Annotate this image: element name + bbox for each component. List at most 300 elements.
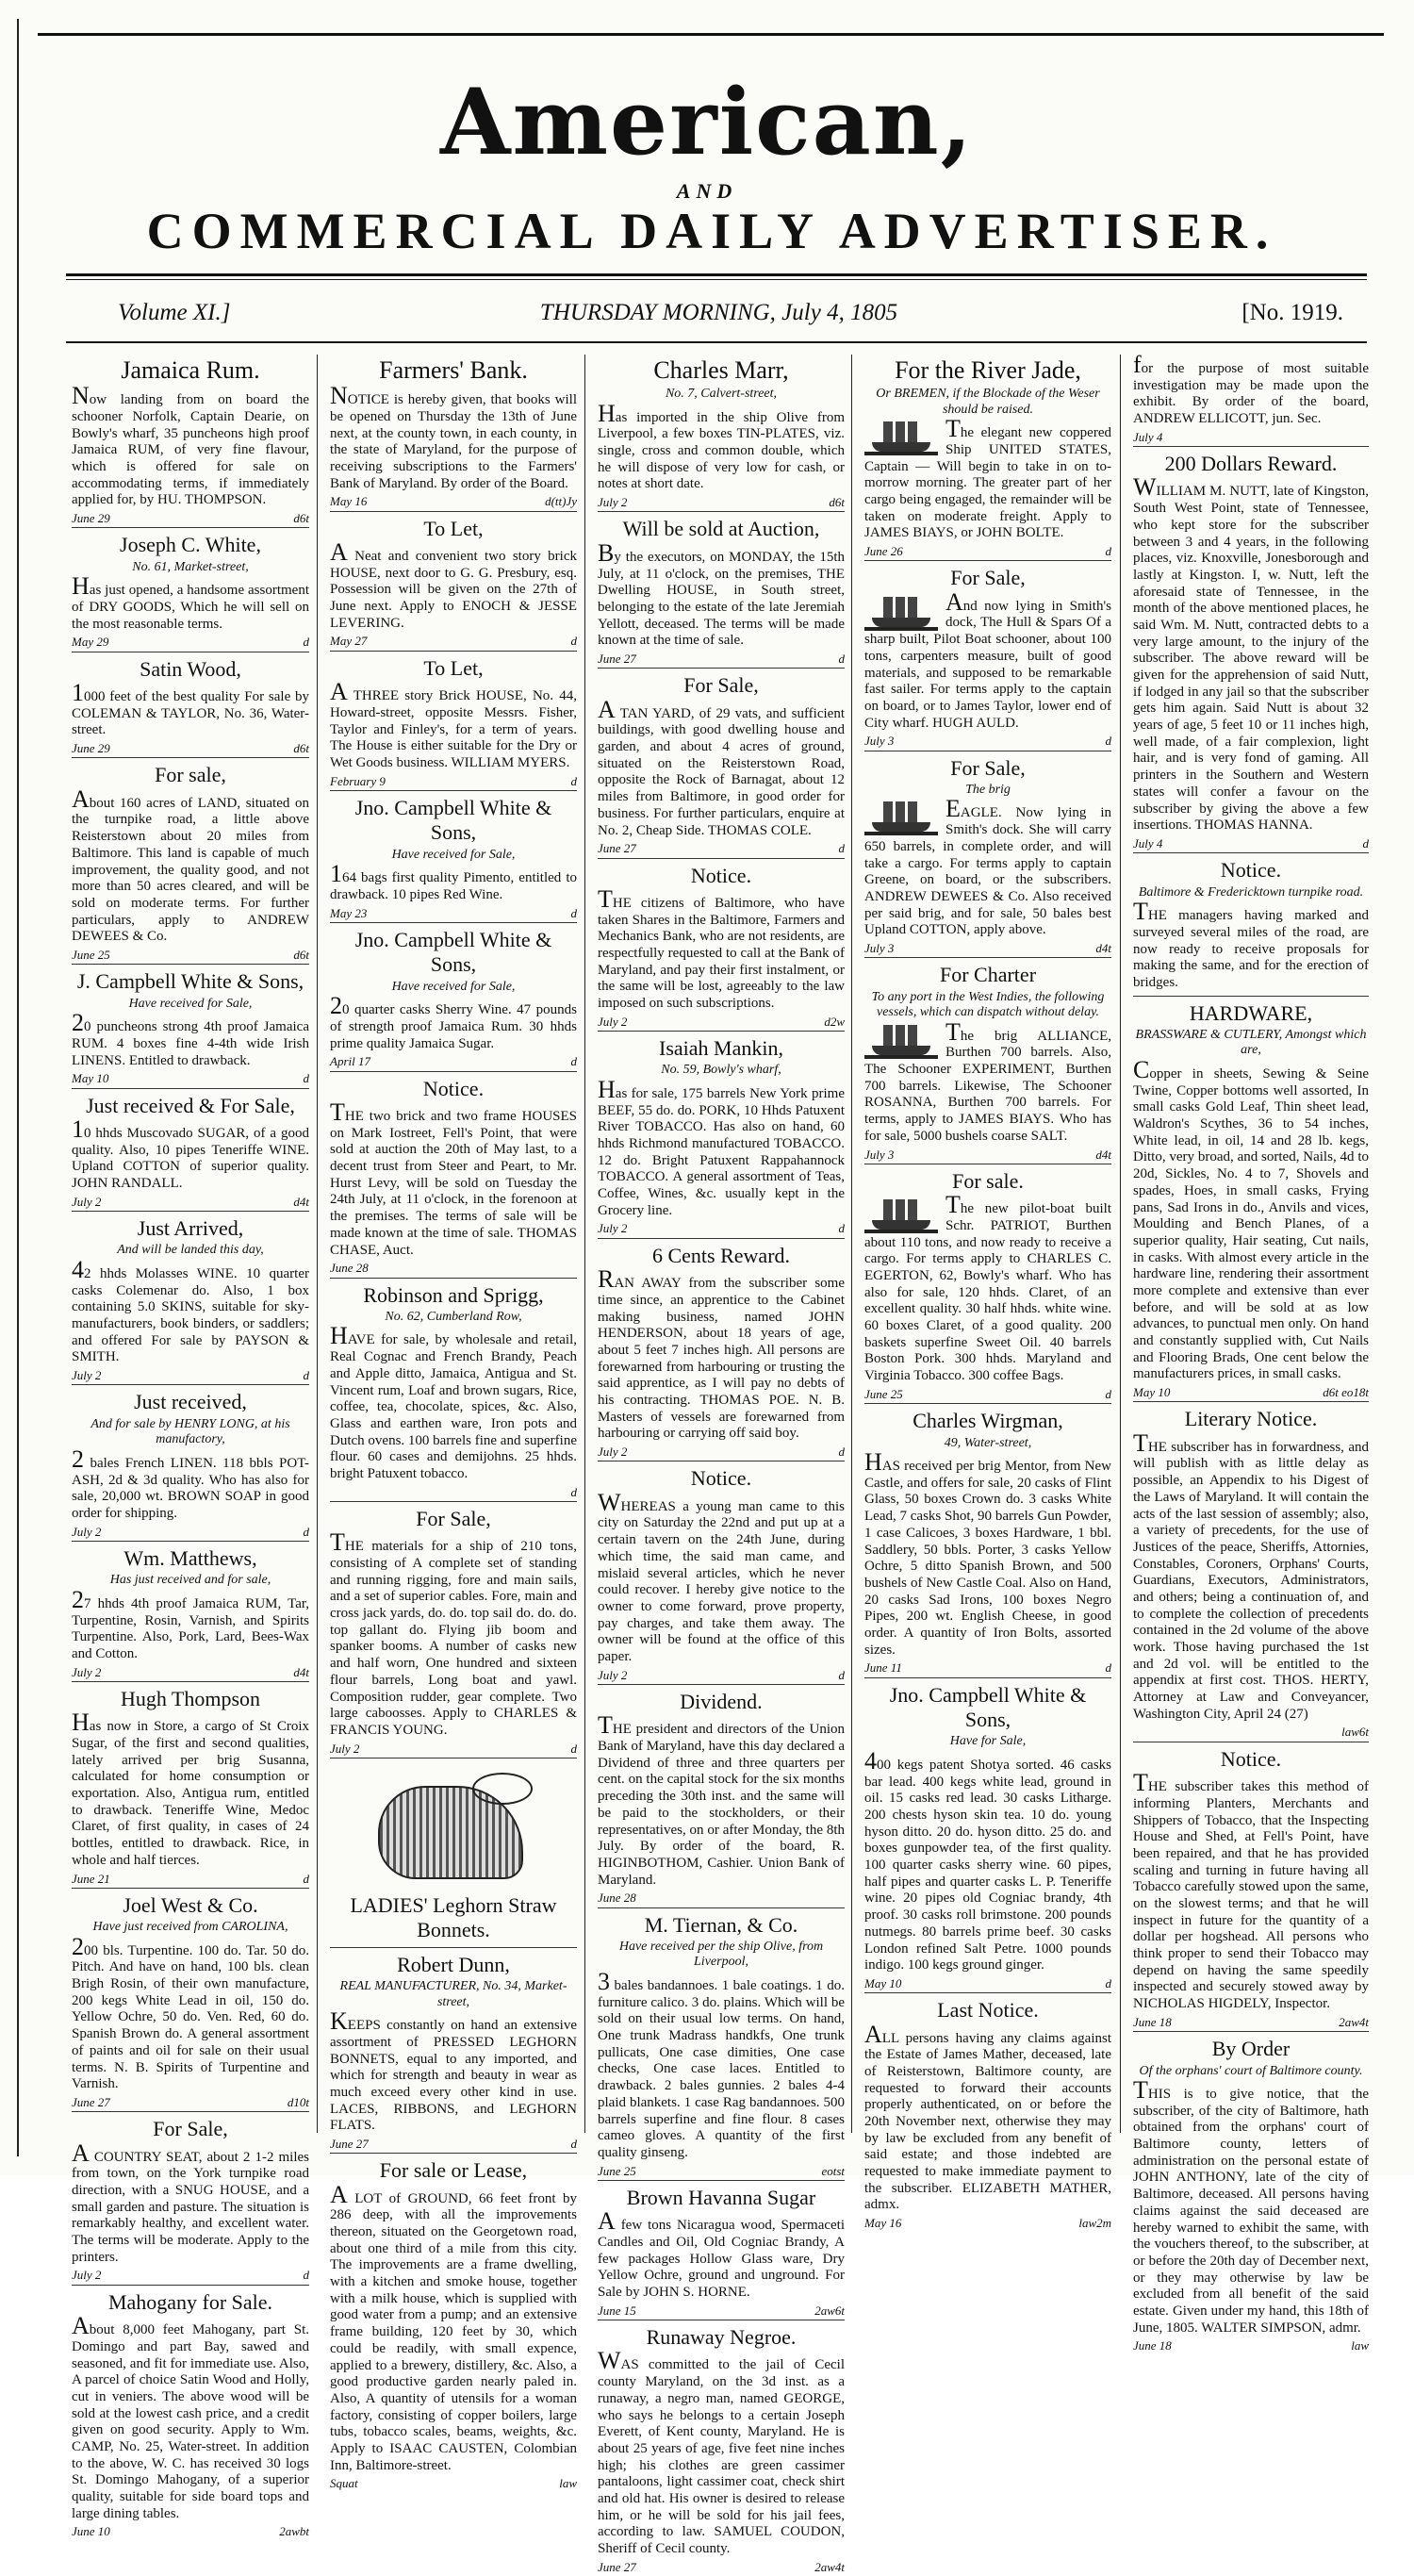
ad-footer: [330, 1485, 577, 1499]
ship-icon: [864, 800, 938, 835]
ad-date: June 18: [1133, 2014, 1172, 2029]
ad-heading: J. Campbell White & Sons,: [76, 969, 304, 994]
ad-heading: By Order: [1211, 2037, 1291, 2061]
advertisement: [330, 1072, 577, 1279]
ad-date: June 29: [72, 511, 110, 525]
bonnet-ribbon: [472, 1773, 533, 1805]
ad-body-text: 20 quarter casks Sherry Wine. 47 pounds of strength proof Jamaica Rum. 30 hhds prime quality Jamaica Sugar.: [330, 992, 577, 1051]
ad-footer: [1133, 2015, 1369, 2029]
ad-date: July 2: [72, 1664, 102, 1679]
ad-heading: For the River Jade,: [895, 356, 1081, 384]
ad-code: d2w: [824, 1014, 845, 1029]
ad-date: May 16: [330, 494, 368, 509]
ad-footer: [598, 652, 845, 666]
advertisement: [72, 652, 309, 759]
ad-heading: HARDWARE,: [1189, 1000, 1313, 1025]
ad-date: June 27: [598, 2559, 636, 2574]
ad-date: June 26: [864, 544, 903, 559]
ad-footer: [1133, 1385, 1369, 1399]
ad-code: law: [1351, 2338, 1369, 2353]
ad-code: d: [570, 1484, 577, 1499]
ad-date: May 10: [1133, 1385, 1171, 1400]
column-5: [1127, 351, 1374, 2353]
ad-subheading: No. 59, Bowly's wharf,: [661, 1063, 781, 1078]
ad-code: d4t: [293, 1664, 309, 1679]
ad-date: July 2: [598, 495, 628, 510]
ad-code: d: [838, 841, 845, 856]
dateline: [75, 300, 1362, 332]
ad-body-text: 400 kegs patent Shotya sorted. 46 casks bar lead. 400 kegs white lead, ground in oil. 15 casks red lead. 30 casks Litharge. 200 chests hyson skin tea. 10 do. young hyson ditto. 20 do. hyson ditto. 25 do. and boxes gunpowder tea, of the first quality. 100 quarter casks sherry wine. 60 pipes, half pipes and quarter casks L. P. Teneriffe wine. 20 pipes old Cogniac brandy, 4th proof. 30 casks roll brimstone. 200 pounds nutmegs. 80 barrels prime beef. 30 casks London refined Salt Petre. 1000 pounds indigo. 100 kegs ground ginger.: [864, 1746, 1111, 1973]
ad-heading: Isaiah Mankin,: [659, 1036, 783, 1061]
bonnet-illustration: [359, 1769, 548, 1891]
ad-body-text: 27 hhds 4th proof Jamaica RUM, Tar, Turpentine, Rosin, Varnish, and Spirits Turpentine. Also, Pork, Lard, Bees-Wax and Cotton.: [72, 1585, 309, 1661]
advertisement: [72, 1889, 309, 2112]
ad-heading: For Charter: [939, 963, 1037, 987]
masthead-rule-thin: [66, 279, 1367, 280]
ad-heading: Last Notice.: [937, 1998, 1039, 2023]
ad-footer: [72, 1525, 309, 1539]
advertisement: [330, 1948, 577, 2155]
ad-date: June 18: [1133, 2338, 1172, 2353]
ad-heading: Just Arrived,: [137, 1216, 244, 1241]
ad-body-text: 3 bales bandannoes. 1 bale coatings. 1 do. furniture calico. 3 do. plains. Which will be sold on their usual low terms. On hand, One trunk Madrass handkfs, One trunk pullicats, One case dimities, One case checks, One case laces. Entitled to drawback. 2 bales gunnies. 2 bales 4-4 plaid blankets. 1 case Rag bandannoes. 500 barrels superfine and fine flour. 8 cases cameo gloves. A quantity of the first quality ginseng.: [598, 1968, 845, 2160]
ship-icon: [864, 420, 938, 455]
ad-footer: [864, 1387, 1111, 1401]
column-divider: [317, 355, 318, 2133]
ad-body-text: THE subscriber takes this method of informing Planters, Merchants and Shippers of Tobacco, that the Inspecting House and Shed, at Fell's Point, have been repaired, and that he has provided scaling and turning in future having all Tobacco carefully stowed upon the same, on the slowest terms; and that he will inspect in future for the quantity of a dollar per hogshead. All persons who think proper to send their Tobacco may depend on having the same speedily inspected and securely stowed away by NICHOLAS HIGDELY, Inspector.: [1133, 1769, 1369, 2012]
ad-heading: Satin Wood,: [140, 656, 241, 681]
ad-date: May 23: [330, 905, 368, 920]
ad-code: law2m: [1078, 2216, 1111, 2231]
ad-body-text: 1000 feet of the best quality For sale by COLEMAN & TAYLOR, No. 36, Water-street.: [72, 679, 309, 738]
ad-code: d: [838, 1221, 845, 1236]
ad-date: July 3: [864, 734, 895, 749]
ad-date: July 2: [72, 1194, 102, 1209]
ad-subheading: REAL MANUFACTURER, No. 34, Market-street,: [339, 1979, 567, 2009]
ad-code: d: [303, 635, 309, 650]
ad-heading: To Let,: [423, 655, 484, 680]
ad-subheading: Have for Sale,: [949, 1734, 1027, 1749]
ad-footer: [330, 494, 577, 508]
ad-heading: Farmers' Bank.: [379, 356, 528, 384]
ad-body-text: Has for sale, 175 barrels New York prime BEEF, 55 do. do. PORK, 10 Hhds Patuxent River TOBACCO. Has also on hand, 60 hhds Richmond manufactured TOBACCO. 12 do. Bright Patuxent Rappahannock TOBACCO. A general assortment of Teas, Coffee, Wines, &c. usually kept in the Grocery line.: [598, 1075, 845, 1218]
ad-body-text: A COUNTRY SEAT, about 2 1-2 miles from town, on the York turnpike road direction, with a SNUG HOUSE, and a small garden and pasture. The situation is remarkably healthy, and excellent water. The terms will be moderate. Apply to the printers.: [72, 2138, 309, 2265]
ad-heading: Robert Dunn,: [397, 1952, 510, 1976]
ad-heading: For Sale,: [950, 566, 1026, 590]
ad-date: May 27: [330, 634, 368, 649]
advertisement: [72, 1385, 309, 1542]
ad-code: d: [838, 1667, 845, 1682]
ad-code: d6t: [293, 741, 309, 756]
ad-code: eotst: [821, 2163, 845, 2178]
ad-body-text: THE subscriber has in forwardness, and will publish with as little delay as possible, an Appendix to his Digest of the Laws of Maryland. It will contain the acts of the last session of assembly; also, a variety of precedents, for the use of Justices of the peace, Sheriffs, Attornies, Constables, Coroners, Orphans' Courts, Guardians, Executors, Administrators, and others; being a continuation of, and to complete the collection of precedents contained in the 2d volume of the above work. Those having purchased the 1st and 2d vol. will be entitled to the appendix at first cost. THOS. HERTY, Attorney at Law and Conveyancer, Washington City, April 24 (27): [1133, 1428, 1369, 1722]
ad-code: d6t eo18t: [1323, 1385, 1369, 1400]
advertisement: [330, 791, 577, 923]
ad-body-text: EAGLE. Now lying in Smith's dock. She will carry 650 barrels, in complete order, and will take a cargo. For terms apply to captain Greene, on board, or the subscribers. ANDREW DEWEES & Co. Also received per said brig, and for sale, 50 bales best Upland COTTON, apply above.: [864, 795, 1111, 938]
advertisement: [72, 2286, 309, 2541]
ad-date: June 25: [72, 947, 110, 962]
advertisement: [330, 2154, 577, 2492]
ad-subheading: Have received for Sale,: [128, 996, 253, 1011]
ad-footer: [598, 1445, 845, 1459]
ad-date: June 27: [598, 841, 636, 856]
ad-footer: [330, 774, 577, 788]
ad-date: July 2: [72, 2268, 102, 2283]
ad-body-text: A TAN YARD, of 29 vats, and sufficient buildings, with good dwelling house and garden, and about 4 acres of ground, situated on the Reisterstown Road, opposite the Rock of Barnagat, about 12 miles from Baltimore, in good order for business. For further particulars, enquire at No. 2, Cheap Side. THOMAS COLE.: [598, 695, 845, 838]
ad-code: law6t: [1341, 1725, 1369, 1740]
top-border-rule: [38, 33, 1384, 36]
ad-heading: To Let,: [423, 516, 484, 540]
ad-footer: [72, 511, 309, 525]
ad-code: d: [1362, 835, 1369, 850]
ad-heading: Dividend.: [680, 1689, 763, 1713]
advertisement: [72, 965, 309, 1088]
advertisement: [1133, 2032, 1369, 2355]
masthead-rule: [66, 273, 1367, 276]
ad-code: d4t: [293, 1194, 309, 1209]
ad-date: June 15: [598, 2303, 636, 2318]
advertisement: [598, 1239, 845, 1462]
ad-footer: [1133, 1725, 1369, 1739]
advertisement: [598, 2181, 845, 2320]
dateline-rule: [66, 341, 1367, 343]
ad-code: d: [1105, 544, 1111, 559]
ad-footer: [864, 1660, 1111, 1675]
ad-subheading: And will be landed this day,: [117, 1243, 264, 1258]
ad-heading: Just received & For Sale,: [86, 1093, 295, 1117]
advertisement: [330, 1759, 577, 1948]
ad-footer: [598, 841, 845, 855]
advertisement: [598, 1461, 845, 1685]
ad-body-text: A THREE story Brick HOUSE, No. 44, Howard-street, opposite Messrs. Fisher, Taylor and Finley's, for a term of years. The House is either suitable for the Dry or Wet Goods business. WILLIAM MYERS.: [330, 678, 577, 770]
ad-footer: [598, 1668, 845, 1682]
ad-heading: LADIES' Leghorn Straw Bonnets.: [350, 1892, 557, 1942]
ad-code: 2awbt: [279, 2524, 309, 2539]
ad-body-text: Now landing from on board the schooner Norfolk, Captain Dearie, on Bowly's wharf, 35 puncheons high proof Jamaica RUM, of very fine flavour, which is offered for sale on accommodating terms, if immediately applied for, by HU. THOMPSON.: [72, 382, 309, 508]
ad-date: February 9: [330, 773, 386, 788]
column-divider: [851, 355, 852, 2133]
ad-body-text: ALL persons having any claims against the Estate of James Mather, deceased, late of Reisterstown, Baltimore county, are requested to forward their accounts properly authenticated, on or before the 20th November next, otherwise they may by law be excluded from any benefit of said estate; and those indebted are requested to make immediate payment to the subscriber. ELIZABETH MATHER, admx.: [864, 2020, 1111, 2213]
ad-heading: Literary Notice.: [1184, 1407, 1318, 1431]
ad-heading: Charles Wirgman,: [913, 1409, 1063, 1433]
ad-heading: Brown Havanna Sugar: [626, 2185, 816, 2209]
ad-date: June 29: [72, 741, 110, 756]
ad-date: May 10: [864, 1975, 902, 1990]
advertisement: [72, 1089, 309, 1212]
ad-heading: Jamaica Rum.: [121, 356, 260, 384]
ad-date: July 2: [598, 1445, 628, 1460]
ad-subheading: Or BREMEN, if the Blockade of the Weser should be raised.: [876, 387, 1100, 417]
advertisement: [1133, 1742, 1369, 2032]
volume-label: Volume XI.]: [118, 300, 231, 325]
ad-date: June 25: [864, 1386, 903, 1401]
advertisement: [864, 561, 1111, 751]
ad-subheading: Of the orphans' court of Baltimore county.: [1139, 2063, 1363, 2078]
ad-body-text: 2 bales French LINEN. 118 bbls POT-ASH, 2d & 3d quality. Who has also for sale, 20,000 wt. BROWN SOAP in good order for shipping.: [72, 1445, 309, 1521]
ad-subheading: No. 62, Cumberland Row,: [385, 1309, 522, 1324]
ad-heading: For sale or Lease,: [379, 2158, 528, 2183]
ad-code: d: [570, 1054, 577, 1069]
ad-body-text: A Neat and convenient two story brick HOUSE, next door to G. G. Presbury, esq. Possession will be given on the 27th of June next. Apply to ENOCH & JESSE LEVERING.: [330, 538, 577, 631]
ad-footer: [330, 1742, 577, 1756]
ad-heading: Hugh Thompson: [120, 1686, 261, 1710]
ad-heading: For Sale,: [950, 755, 1026, 780]
advertisement: [598, 351, 845, 512]
ad-body-text: 200 bls. Turpentine. 100 do. Tar. 50 do. Pitch. And have on hand, 100 bls. clean Brigh Rosin, of their own manufacture, 200 kegs White Lead in oil, 150 do. Yellow Ochre, 50 do. Ven. Red, 60 do. Spanish Brown do. A general assortment of paints and oil for sale on their usual terms. N. B. Spirits of Turpentine and Varnish.: [72, 1932, 309, 2092]
ad-footer: [72, 2268, 309, 2282]
ad-footer: [864, 941, 1111, 955]
ad-code: d6t: [829, 495, 845, 510]
ad-subheading: To any port in the West Indies, the following vessels, which can dispatch without delay.: [871, 989, 1105, 1020]
ad-date: May 29: [72, 635, 109, 650]
ad-footer: [330, 906, 577, 920]
ad-code: d: [1105, 734, 1111, 749]
ad-date: June 27: [330, 2136, 369, 2151]
ad-footer: [72, 741, 309, 755]
ad-code: d6t: [293, 947, 309, 962]
ad-heading: Joel West & Co.: [123, 1892, 258, 1917]
advertisement: [864, 1404, 1111, 1677]
advertisement: [72, 1542, 309, 1682]
ad-heading: For sale,: [155, 763, 226, 787]
column-divider: [584, 355, 585, 2133]
masthead-and: AND: [676, 179, 738, 203]
advertisement: [72, 1212, 309, 1385]
advertisement: [864, 351, 1111, 561]
ad-heading: For sale.: [952, 1168, 1024, 1193]
ad-body-text: 42 hhds Molasses WINE. 10 quarter casks Colemenar do. Also, 1 box containing 5.0 SKINS, suitable for sky-manufacturers, book binders, or saddlers; and offered For sale by PAYSON & SMITH.: [72, 1255, 309, 1365]
column-1: [66, 351, 315, 2539]
ad-body-text: WAS committed to the jail of Cecil county Maryland, on the 3d inst. as a runaway, a negro man, named GEORGE, who says he belongs to a certain Joseph Everett, of Kent county, Maryland. He is about 25 years of age, five feet nine inches high; his clothes are green cassimer pantaloons, light cassimer coat, check shirt and old hat. His owner is desired to release him, or he will be sold for his jail fees, according to law. SAMUEL COUDON, Sheriff of Cecil county.: [598, 2347, 845, 2556]
ad-code: d: [1105, 1386, 1111, 1401]
ad-body-text: HAVE for sale, by wholesale and retail, Real Cognac and French Brandy, Peach and Apple ditto, Jamaica, Antigua and St. Vincent rum, Loaf and brown sugars, Rice, coffee, tea, chocolate, spices, &c. Also, Glass and earthen ware, Iron pots and Dutch ovens. 100 barrels fine and superfine flour. 60 cases and demijohns. 25 hhds. bright Patuxent tobacco.: [330, 1322, 578, 1481]
ad-date: July 2: [330, 1741, 360, 1756]
issue-number: [No. 1919.: [1241, 300, 1343, 325]
column-2: [324, 351, 583, 2491]
masthead-title: American,: [439, 69, 975, 175]
ad-footer: [72, 1368, 309, 1382]
ad-code: d: [1105, 1975, 1111, 1990]
ad-code: law: [559, 2476, 577, 2491]
ad-body-text: By the executors, on MONDAY, the 15th July, at 11 o'clock, on the premises, THE Dwelling HOUSE, in South street, belonging to the estate of the late Jeremiah Yellott, deceased. The terms will be made known at the time of sale.: [598, 538, 845, 649]
advertisement: [330, 1279, 577, 1502]
ad-date: July 2: [598, 1221, 628, 1236]
ad-code: d4t: [1095, 940, 1111, 955]
ad-code: d: [303, 1071, 309, 1086]
ad-code: d(tt)Jy: [545, 494, 577, 509]
ad-body-text: A LOT of GROUND, 66 feet front by 286 deep, with all the improvements thereon, situated on the Georgetown road, about one third of a mile from this city. The improvements are a frame dwelling, with a kitchen and smoke house, together with a milk house, which is supplied with good water from a pump; and an extensive frame building, 120 feet by 30, which could be readily, with small expence, applied to a brewery, distillery, &c. Also, a good productive garden nearly paled in. Also, A quantity of utensils for a woman factory, consisting of copper boilers, large tubs, tobacco scales, beams, weights, &c. Apply to ISAAC CAUSTEN, Colombian Inn, Baltimore-street.: [330, 2180, 577, 2473]
ad-date: July 4: [1133, 429, 1163, 444]
ad-date: July 3: [864, 940, 895, 955]
ad-heading: Jno. Campbell White & Sons,: [354, 795, 552, 845]
ad-body-text: THE citizens of Baltimore, who have taken Shares in the Baltimore, Farmers and Mechanics Bank, who are not residents, are respectfully requested to call at the Bank of Maryland, and pay their first instalment, or the same will be lost, agreeably to the law imposed on such subscriptions.: [598, 884, 845, 1012]
ad-footer: [72, 948, 309, 962]
ad-footer: [598, 2560, 845, 2574]
ad-subheading: Baltimore & Fredericktown turnpike road.: [1138, 884, 1364, 900]
ad-footer: [72, 1665, 309, 1679]
ad-heading: Notice.: [690, 1466, 752, 1491]
ad-footer: [330, 1261, 577, 1275]
ad-code: 2aw4t: [1339, 2014, 1369, 2029]
ad-footer: [330, 2137, 577, 2151]
ad-date: Squat: [330, 2476, 358, 2491]
ad-heading: Just received,: [134, 1390, 247, 1414]
ad-code: d: [570, 634, 577, 649]
ad-heading: Jno. Campbell White & Sons,: [354, 927, 552, 977]
ad-date: June 10: [72, 2524, 110, 2539]
ad-date: June 25: [598, 2163, 636, 2178]
ad-heading: For Sale,: [683, 673, 759, 698]
ad-body-text: 10 hhds Muscovado SUGAR, of a good quality. Also, 10 pipes Teneriffe WINE. Upland COTTON of superior quality. JOHN RANDALL.: [72, 1115, 309, 1192]
ad-body-text: The brig ALLIANCE, Burthen 700 barrels. Also, The Schooner EXPERIMENT, Burthen 700 barrels. Likewise, The Schooner ROSANNA, Burthen 700 barrels. For terms, apply to JAMES BIAYS. Who has for sale, 5000 bushels coarse SALT.: [864, 1017, 1111, 1144]
issue-date: THURSDAY MORNING, July 4, 1805: [539, 300, 898, 325]
advertisement: [598, 2320, 845, 2576]
ad-heading: For Sale,: [416, 1506, 491, 1530]
advertisement: [72, 1682, 309, 1889]
ad-heading: M. Tiernan, & Co.: [644, 1912, 798, 1937]
ad-body-text: Has imported in the ship Olive from Liverpool, a few boxes TIN-PLATES, viz. single, cross and common double, which he will dispose of very low for cash, or notes at short date.: [598, 399, 845, 492]
column-4: [859, 351, 1117, 2231]
ad-heading: Notice.: [690, 863, 752, 887]
ad-body-text: And now lying in Smith's dock, The Hull & Spars Of a sharp built, Pilot Boat schooner, about 100 tons, carpenters measure, built of good materials, and supposed to be remarkable fast sailer. For terms apply to the captain on board, or to James Taylor, lower end of City wharf. HUGH AULD.: [864, 587, 1111, 731]
ad-code: d: [838, 1445, 845, 1460]
advertisement: [330, 923, 577, 1072]
ad-body-text: Has just opened, a handsome assortment of DRY GOODS, Which he will sell on the most reasonable terms.: [72, 572, 309, 632]
ad-footer: [1133, 836, 1369, 850]
advertisement: [330, 1502, 577, 1759]
ship-icon: [864, 1023, 938, 1059]
ad-footer: [72, 635, 309, 649]
advertisement: [598, 1908, 845, 2181]
ad-code: 2aw6t: [814, 2303, 845, 2318]
ad-footer: [598, 2304, 845, 2318]
ad-heading: Jno. Campbell White & Sons,: [889, 1682, 1087, 1732]
ad-date: May 10: [72, 1071, 109, 1086]
ad-footer: [598, 1891, 845, 1905]
ad-body-text: THE materials for a ship of 210 tons, consisting of A complete set of standing and running rigging, fore and main sails, and a set of superior cables. Fore, main and cross jack yards, do. do. top sail do. do. do. top gallant do. Flying jib boom and spanker booms. A number of casks new and half worn, One hundred and sixteen flour barrels, Long boat and yawl. Composition rudder, gear complete. Two large caboosses. Apply to CHARLES & FRANCIS YOUNG.: [330, 1528, 577, 1738]
ad-heading: 200 Dollars Reward.: [1164, 452, 1338, 476]
advertisement: [1133, 447, 1369, 853]
ad-heading: Robinson and Sprigg,: [363, 1282, 544, 1307]
ad-footer: [330, 2476, 577, 2490]
ad-subheading: Have received for Sale,: [391, 847, 516, 862]
ad-date: July 4: [1133, 835, 1163, 850]
ad-footer: [72, 2095, 309, 2109]
ad-heading: 6 Cents Reward.: [651, 1243, 791, 1267]
ad-code: 2aw4t: [814, 2559, 845, 2574]
ad-body-text: HAS received per brig Mentor, from New Castle, and offers for sale, 20 casks of Flint Glass, 50 boxes Crown do. 3 casks White Lead, 7 casks Shot, 90 barrels Gun Powder, 1 case Calicoes, 3 boxes Hardware, 1 bbl. Saddlery, 50 bbls. Porter, 3 casks Yellow Ochre, 5 ditto Spanish Brown, and 500 bushels of New Castle Coal. Also on Hand, 20 casks Sad Irons, 100 boxes Negro Pipes, 200 wt. English Cheese, in good order. A quantity of Iron Bolts, assorted sizes.: [864, 1448, 1111, 1658]
ad-heading: Runaway Negroe.: [646, 2325, 797, 2350]
advertisement: [72, 528, 309, 652]
ad-body-text: THE managers having marked and surveyed several miles of the road, are now ready to receive proposals for making the same, and for the erection of bridges.: [1133, 898, 1369, 990]
ad-date: July 2: [598, 1014, 628, 1029]
ad-code: d: [303, 1368, 309, 1383]
advertisement: [598, 669, 845, 858]
ad-date: July 2: [598, 1667, 628, 1682]
ad-footer: [1133, 2338, 1369, 2353]
advertisement: [1133, 351, 1369, 447]
ad-date: June 11: [864, 1660, 902, 1676]
ad-code: d10t: [287, 2094, 309, 2109]
advertisement: [72, 351, 309, 528]
ad-body-text: THE president and directors of the Union Bank of Maryland, have this day declared a Dividend of three and three quarters per cent. on the capital stock for the six months preceding the 30th inst. and the same will be paid to the stockholders, or their representatives, on or after Monday, the 8th July. By order of the board, R. HIGINBOTHOM, Cashier. Union Bank of Maryland.: [598, 1711, 845, 1888]
ad-subheading: Have received for Sale,: [391, 979, 516, 994]
ad-footer: [72, 1872, 309, 1886]
advertisement: [330, 351, 577, 512]
ad-subheading: Has just received and for sale,: [109, 1573, 271, 1588]
ad-footer: [72, 2524, 309, 2538]
ad-body-text: THE two brick and two frame HOUSES on Mark Iostreet, Fell's Point, that were sold at auction the 20th of May last, to a decent trust from Steer and Peart, to Mr. Hurst Levy, will be sold on Tuesday the 24th July, at 11 o'clock, in the forenoon at the premises. The terms of sale will be made known at the time of sale. THOMAS CHASE, Auct.: [330, 1098, 577, 1258]
ad-code: d: [570, 905, 577, 920]
advertisement: [1133, 997, 1369, 1403]
ad-code: d: [570, 2136, 577, 2151]
ad-footer: [864, 1148, 1111, 1162]
advertisement: [864, 958, 1111, 1164]
ad-body-text: 20 puncheons strong 4th proof Jamaica RUM. 4 boxes fine 4-4th wide Irish LINENS. Entitled to drawback.: [72, 1009, 309, 1068]
ad-date: July 2: [72, 1368, 102, 1383]
advertisement: [330, 512, 577, 652]
ad-date: July 3: [864, 1147, 895, 1162]
ad-date: June 21: [72, 1871, 110, 1886]
advertisement: [598, 1685, 845, 1908]
left-border-rule: [17, 19, 19, 2156]
ad-heading: Wm. Matthews,: [123, 1545, 257, 1570]
ad-subheading: The brig: [965, 782, 1011, 797]
ad-subheading: Have just received from CAROLINA,: [92, 1920, 288, 1935]
ad-date: May 16: [864, 2216, 902, 2231]
ad-code: d: [303, 2268, 309, 2283]
ad-code: d: [303, 1871, 309, 1886]
ad-subheading: 49, Water-street,: [944, 1435, 1032, 1450]
ad-subheading: And for sale by HENRY LONG, at his manufactory,: [90, 1416, 290, 1447]
ad-code: d: [570, 1741, 577, 1756]
advertisement: [598, 859, 845, 1032]
advertisement: [598, 512, 845, 669]
ad-code: d: [838, 651, 845, 666]
ad-footer: [864, 1976, 1111, 1990]
ad-footer: [330, 1054, 577, 1068]
ad-footer: [598, 1015, 845, 1029]
advertisement: [330, 652, 577, 791]
ad-date: June 28: [330, 1261, 369, 1276]
ad-heading: Will be sold at Auction,: [622, 517, 820, 541]
ad-footer: [864, 2216, 1111, 2230]
ad-code: d: [570, 773, 577, 788]
ad-date: July 2: [72, 1524, 102, 1539]
ad-body-text: About 160 acres of LAND, situated on the turnpike road, a little above Reisterstown about 20 miles from Baltimore. This land is capable of much improvement, the quality good, and not more than 50 acres cleared, and will be sold on moderate terms. For further particulars, apply to ANDREW DEWEES & Co.: [72, 784, 309, 945]
ad-body-text: The elegant new coppered Ship UNITED STATES, Captain — Will begin to take in on to-morrow morning. The greater part of her cargo being engaged, the remainder will be taken on moderate freight. Apply to JAMES BIAYS, or JOHN BOLTE.: [864, 415, 1111, 541]
advertisement: [864, 751, 1111, 959]
ad-body-text: RAN AWAY from the subscriber some time since, an apprentice to the Cabinet making business, named JOHN HENDERSON, about 18 years of age, about 5 feet 7 inches high. All persons are forewarned from harbouring or trusting the said apprentice, as I will pay no debts of his contracting. THOMAS POE. N. B. Masters of vessels are forewarned from harbouring or carrying off said boy.: [598, 1265, 845, 1442]
ad-heading: Charles Marr,: [653, 356, 789, 384]
ad-footer: [72, 1071, 309, 1085]
ad-date: April 17: [330, 1054, 370, 1069]
column-3: [592, 351, 850, 2574]
ad-body-text: Copper in sheets, Sewing & Seine Twine, Copper bottoms well assorted, In small casks Gold Leaf, Thin sheet lead, Waldron's Scythes, 36 to 54 inches, White lead, in oil, 14 and 28 lb. kegs, Ditto, very broad, and sorted, Nails, 4d to 20d, Sickles, No. 4 to 7, Shovels and spades, Hoes, in small casks, Frying pans, Sad Irons in do., Anvils and vices, Moulding and Bench Planes, of a superior quality, Hair seating, Cut nails, in casks. With almost every article in the hardware line, rendering their assortment more complete and extensive than ever before, and will be sold at as low advances, to punctual men only. On hand and constantly supplied with, Cut Nails and Flooring Brads, One cent below the manufacturers prices, in small casks.: [1133, 1056, 1369, 1382]
ad-body-text: KEEPS constantly on hand an extensive assortment of PRESSED LEGHORN BONNETS, equal to any imported, and which for strength and beauty in wear as much exceed every other kind in use. LACES, RIBBONS, and LEGHORN FLATS.: [330, 2007, 577, 2134]
ad-footer: [330, 634, 577, 648]
ad-subheading: No. 61, Market-street,: [132, 559, 249, 574]
ad-heading: For Sale,: [153, 2117, 228, 2141]
advertisement: [1133, 853, 1369, 996]
ad-footer: [1133, 430, 1369, 444]
ad-subheading: BRASSWARE & CUTLERY, Amongst which are,: [1135, 1027, 1367, 1058]
ship-icon: [864, 1197, 938, 1233]
ad-footer: [864, 544, 1111, 558]
advertisement: [864, 1993, 1111, 2232]
ship-icon: [864, 595, 938, 631]
advertisement: [72, 758, 309, 965]
